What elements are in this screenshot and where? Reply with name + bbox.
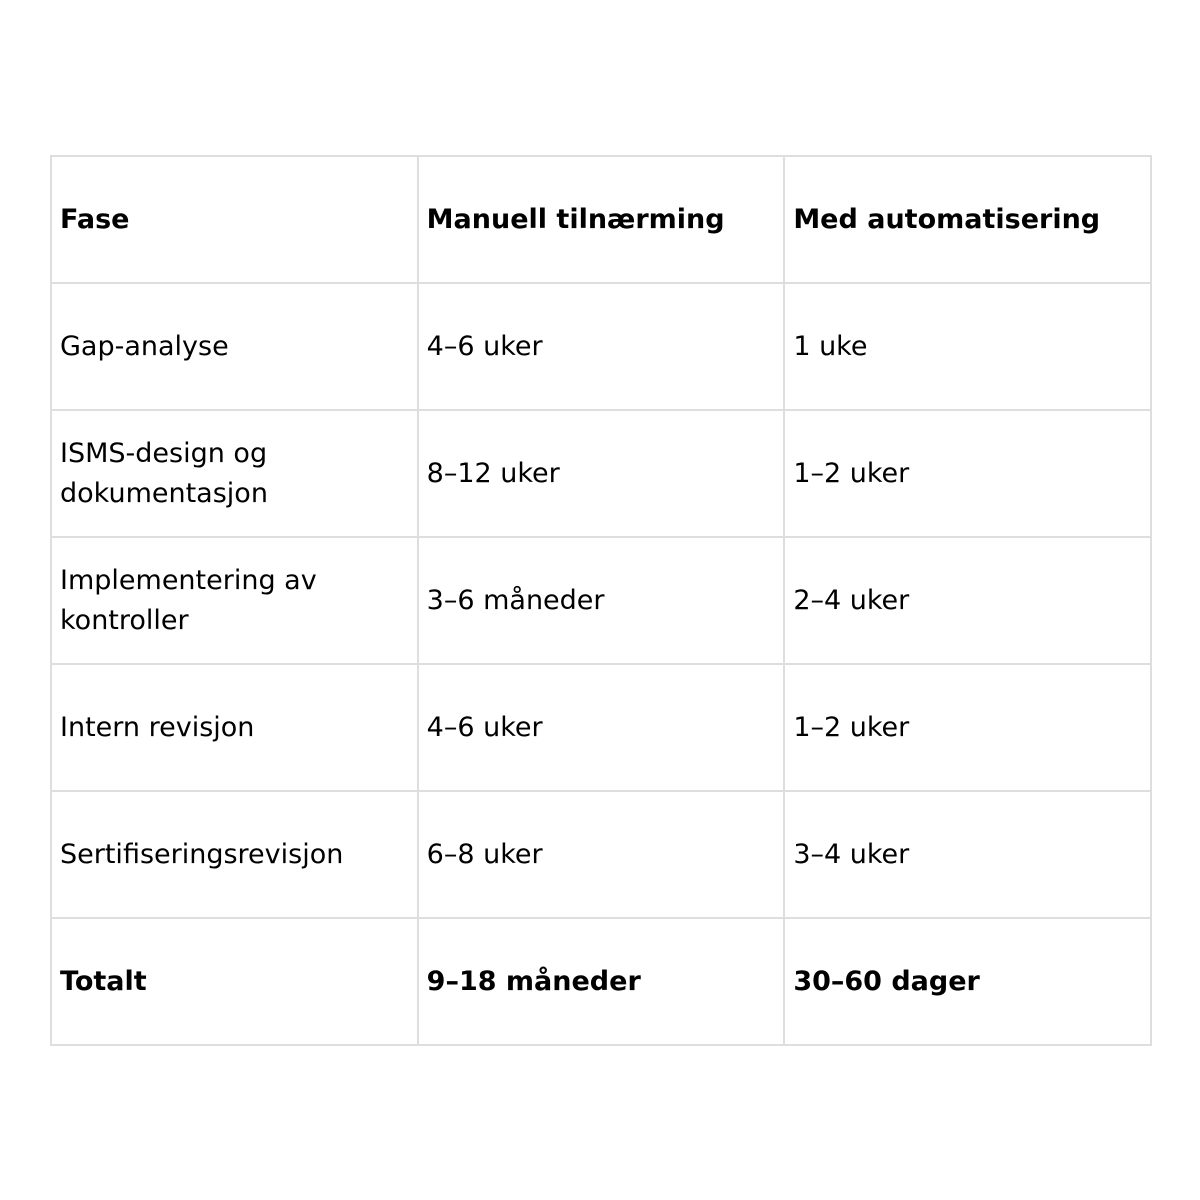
header-cell-phase: Fase xyxy=(51,156,418,283)
table-row xyxy=(51,283,1151,410)
cell-manual: 8–12 uker xyxy=(418,410,785,537)
comparison-table xyxy=(50,155,1152,1046)
cell-manual: 3–6 måneder xyxy=(418,537,785,664)
header-cell-manual: Manuell tilnærming xyxy=(418,156,785,283)
cell-phase: Intern revisjon xyxy=(51,664,418,791)
table-total-row xyxy=(51,918,1151,1045)
cell-phase: Gap-analyse xyxy=(51,283,418,410)
cell-phase: ISMS-design og dokumentasjon xyxy=(51,410,418,537)
cell-automated: 1–2 uker xyxy=(784,664,1151,791)
table-header-row xyxy=(51,156,1151,283)
cell-automated: 2–4 uker xyxy=(784,537,1151,664)
table-row xyxy=(51,537,1151,664)
table-row xyxy=(51,664,1151,791)
cell-automated: 1 uke xyxy=(784,283,1151,410)
table-row xyxy=(51,410,1151,537)
table-row xyxy=(51,791,1151,918)
cell-manual: 6–8 uker xyxy=(418,791,785,918)
cell-manual: 4–6 uker xyxy=(418,283,785,410)
total-cell-manual: 9–18 måneder xyxy=(418,918,785,1045)
cell-phase: Sertifiseringsrevisjon xyxy=(51,791,418,918)
total-cell-label: Totalt xyxy=(51,918,418,1045)
header-cell-automated: Med automatisering xyxy=(784,156,1151,283)
cell-automated: 3–4 uker xyxy=(784,791,1151,918)
comparison-table-container xyxy=(50,155,1150,1046)
total-cell-automated: 30–60 dager xyxy=(784,918,1151,1045)
cell-phase: Implementering av kontroller xyxy=(51,537,418,664)
cell-automated: 1–2 uker xyxy=(784,410,1151,537)
cell-manual: 4–6 uker xyxy=(418,664,785,791)
